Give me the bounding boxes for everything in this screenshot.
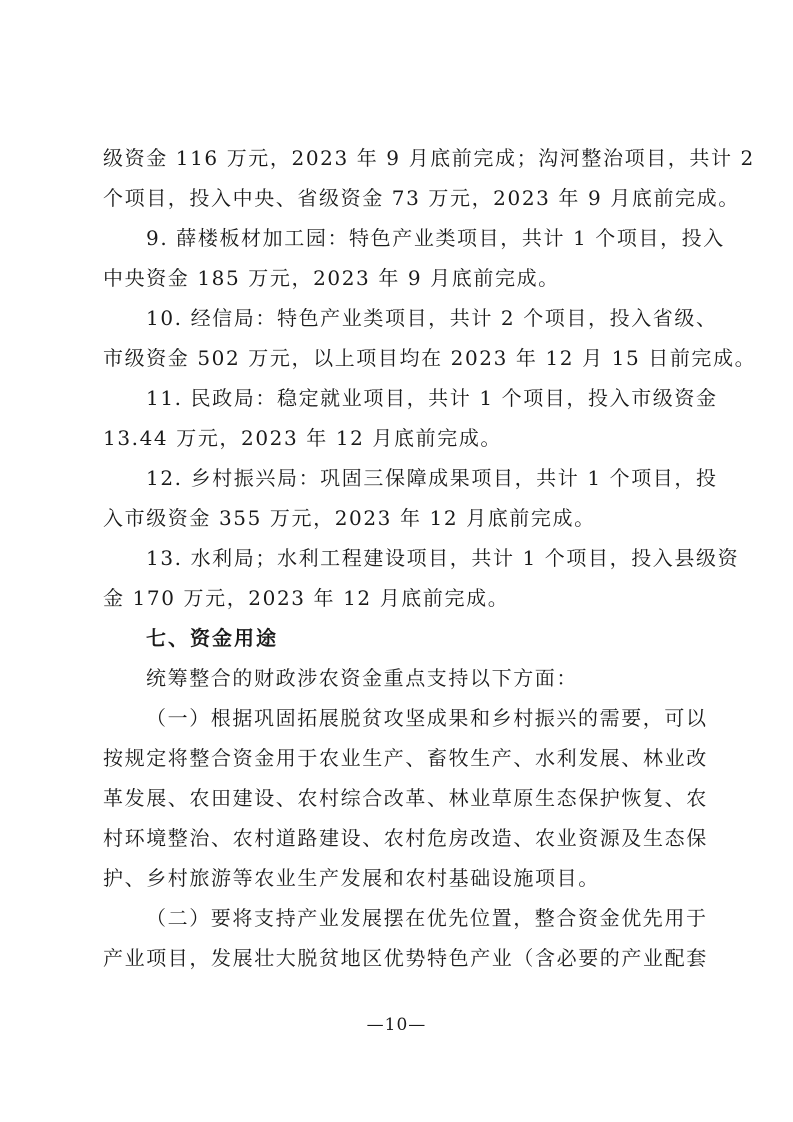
text-line-19: 护、乡村旅游等农业生产发展和农村基础设施项目。 [103, 866, 600, 890]
page-number: —10— [366, 1015, 427, 1035]
text-line-1: 级资金 116 万元，2023 年 9 月底前完成；沟河整治项目，共计 2 [103, 146, 755, 170]
text-line-2: 个项目，投入中央、省级资金 73 万元，2023 年 9 月底前完成。 [103, 186, 740, 210]
text-line-10: 入市级资金 355 万元，2023 年 12 月底前完成。 [103, 506, 596, 530]
section-heading: 七、资金用途 [146, 626, 278, 650]
text-line-20: （二）要将支持产业发展摆在优先位置，整合资金优先用于 [146, 906, 708, 930]
text-line-17: 革发展、农田建设、农村综合改革、林业草原生态保护恢复、农 [103, 786, 708, 810]
text-line-15: （一）根据巩固拓展脱贫攻坚成果和乡村振兴的需要，可以 [146, 706, 708, 730]
text-line-14: 统筹整合的财政涉农资金重点支持以下方面： [146, 666, 578, 690]
text-line-7: 11. 民政局：稳定就业项目，共计 1 个项目，投入市级资金 [146, 386, 718, 410]
text-line-3: 9. 薛楼板材加工园：特色产业类项目，共计 1 个项目，投入 [146, 226, 725, 250]
text-line-8: 13.44 万元，2023 年 12 月底前完成。 [103, 426, 503, 450]
text-line-18: 村环境整治、农村道路建设、农村危房改造、农业资源及生态保 [103, 826, 708, 850]
text-line-4: 中央资金 185 万元，2023 年 9 月底前完成。 [103, 266, 560, 290]
text-line-16: 按规定将整合资金用于农业生产、畜牧生产、水利发展、林业改 [103, 746, 708, 770]
text-line-5: 10. 经信局：特色产业类项目，共计 2 个项目，投入省级、 [146, 306, 718, 330]
text-line-11: 13. 水利局；水利工程建设项目，共计 1 个项目，投入县级资 [146, 546, 740, 570]
text-line-6: 市级资金 502 万元，以上项目均在 2023 年 12 月 15 日前完成。 [103, 346, 757, 370]
text-line-21: 产业项目，发展壮大脱贫地区优势特色产业（含必要的产业配套 [103, 946, 708, 970]
text-line-12: 金 170 万元，2023 年 12 月底前完成。 [103, 586, 510, 610]
text-line-9: 12. 乡村振兴局：巩固三保障成果项目，共计 1 个项目，投 [146, 466, 718, 490]
